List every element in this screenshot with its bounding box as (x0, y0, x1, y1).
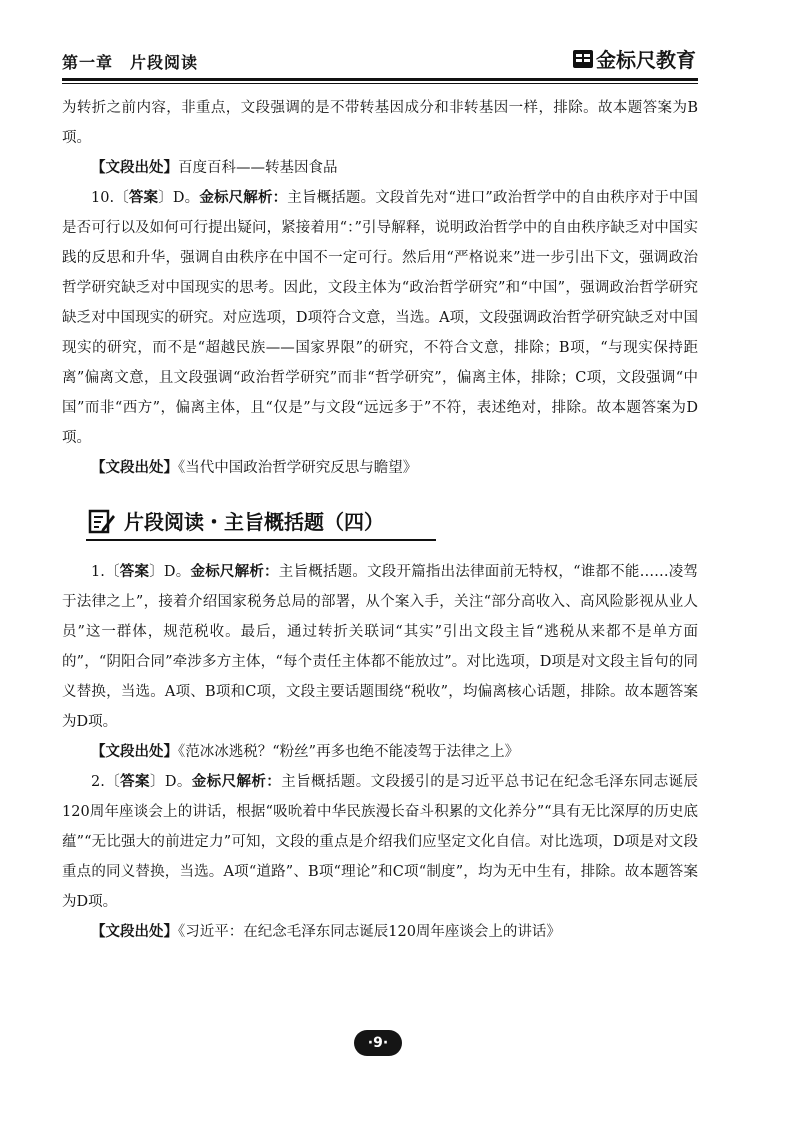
analysis-label: 金标尺解析： (191, 773, 282, 790)
page-number: ·9· (354, 1030, 402, 1056)
analysis-body: 主旨概括题。文段援引的是习近平总书记在纪念毛泽东同志诞辰120周年座谈会上的讲话，根据“吸吮着中华民族漫长奋斗积累的文化养分”“具有无比深厚的历史底蕴”“无比强大的前进定力”可知，文段的重点是介绍我们应坚定文化自信。对比选项，D项是对文段重点的同义替换，当选。A项“道路”、B项“理论”和C项“制度”，均为无中生有，排除。故本题答案为D项。 (62, 774, 698, 910)
answer-label: 答案 (119, 563, 150, 580)
source-label: 【文段出处】 (91, 459, 178, 476)
answer-2-source (62, 917, 698, 947)
section-heading (62, 497, 698, 549)
source-label: 【文段出处】 (91, 743, 178, 760)
header-rule-thick (62, 78, 698, 81)
answer-10 (62, 183, 698, 453)
analysis-label: 金标尺解析： (190, 563, 279, 580)
header-rule-thin (62, 83, 698, 84)
source-label: 【文段出处】 (91, 923, 178, 940)
pencil-note-icon (88, 507, 116, 535)
page-header (62, 44, 698, 76)
question-number: 1.〔 (91, 564, 120, 580)
analysis-label: 金标尺解析： (199, 189, 288, 206)
intro-source (62, 153, 698, 183)
question-number: 10.〔 (91, 190, 129, 206)
book-logo-icon (572, 48, 594, 70)
section-underline (86, 539, 436, 541)
source-text: 《范冰冰逃税？“粉丝”再多也绝不能凌驾于法律之上》 (178, 744, 520, 760)
chapter-title: 第一章 片段阅读 (62, 53, 199, 72)
answer-10-source (62, 453, 698, 483)
answer-1 (62, 557, 698, 737)
answer-value: 〕D。 (158, 190, 200, 206)
answer-value: 〕D。 (149, 774, 192, 790)
source-text: 《习近平：在纪念毛泽东同志诞辰120周年座谈会上的讲话》 (178, 924, 561, 940)
answer-label: 答案 (128, 189, 159, 206)
brand-logo (572, 44, 696, 73)
source-text: 百度百科——转基因食品 (178, 160, 338, 176)
question-number: 2.〔 (91, 774, 121, 790)
answer-1-source (62, 737, 698, 767)
answer-value: 〕D。 (149, 564, 191, 580)
analysis-body: 主旨概括题。文段开篇指出法律面前无特权，“谁都不能……凌驾于法律之上”，接着介绍国家税务总局的部署，从个案入手，关注“部分高收入、高风险影视从业人员”这一群体，规范税收。最后，通过转折关联词“其实”引出文段主旨“逃税从来都不是单方面的”，“阴阳合同”牵涉多方主体，“每个责任主体都不能放过”。对比选项，D项是对文段主旨句的同义替换，当选。A项、B项和C项，文段主要话题围绕“税收”，均偏离核心话题，排除。故本题答案为D项。 (62, 564, 698, 730)
source-text: 《当代中国政治哲学研究反思与瞻望》 (178, 460, 418, 476)
source-label: 【文段出处】 (91, 159, 178, 176)
answer-label: 答案 (120, 773, 150, 790)
page-content (62, 93, 698, 947)
section-title: 片段阅读・主旨概括题（四） (124, 510, 384, 534)
intro-paragraph: 为转折之前内容，非重点，文段强调的是不带转基因成分和非转基因一样，排除。故本题答案为B项。 (62, 100, 698, 146)
brand-name: 金标尺教育 (596, 48, 696, 72)
answer-2 (62, 767, 698, 917)
analysis-body: 主旨概括题。文段首先对“进口”政治哲学中的自由秩序对于中国是否可行以及如何可行提出疑问，紧接着用“：”引导解释，说明政治哲学中的自由秩序缺乏对中国实践的反思和升华，强调自由秩序在中国不一定可行。然后用“严格说来”进一步引出下文，强调政治哲学研究缺乏对中国现实的思考。因此，文段主体为“政治哲学研究”和“中国”，强调政治哲学研究缺乏对中国现实的研究。对应选项，D项符合文意，当选。A项，文段强调政治哲学研究缺乏对中国现实的研究，而不是“超越民族——国家界限”的研究，不符合文意，排除；B项，“与现实保持距离”偏离文意，且文段强调“政治哲学研究”而非“哲学研究”，偏离主体，排除；C项，文段强调“中国”而非“西方”，偏离主体，且“仅是”与文段“远远多于”不符，表述绝对，排除。故本题答案为D项。 (62, 190, 699, 446)
